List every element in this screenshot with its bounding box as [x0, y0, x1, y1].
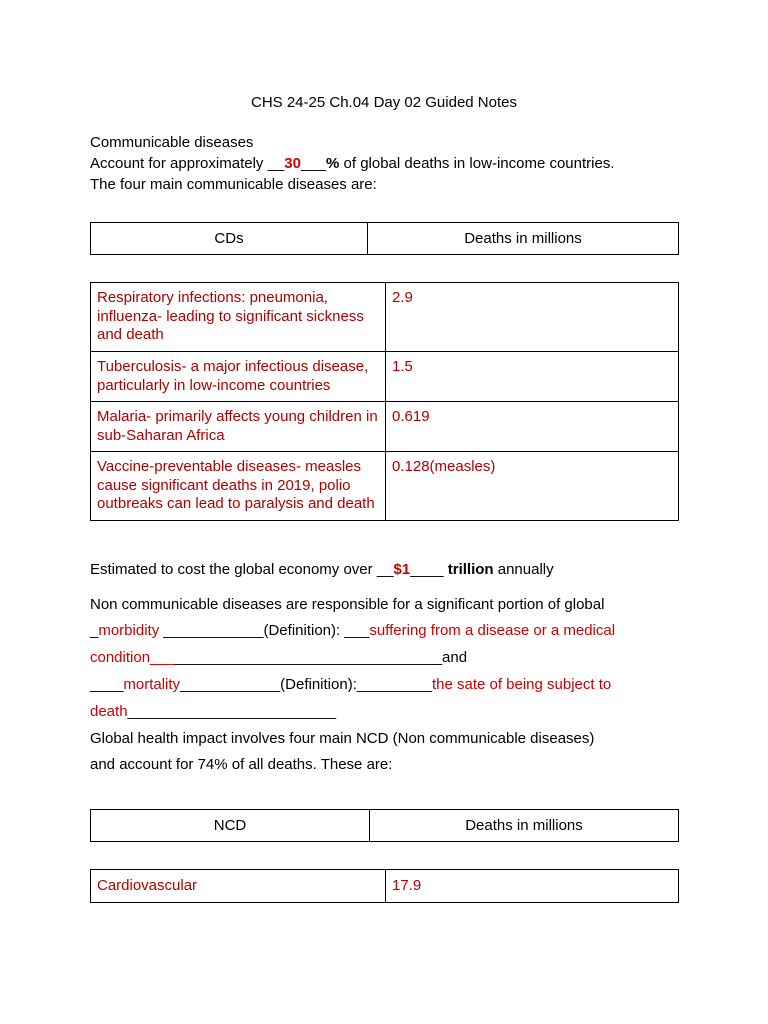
page-title: CHS 24-25 Ch.04 Day 02 Guided Notes	[251, 94, 517, 111]
table-row	[91, 452, 679, 521]
table-row	[91, 402, 679, 452]
ncd-mortality-line	[90, 676, 611, 693]
ncd-morbidity-line	[90, 622, 615, 639]
cd-percent-answer: 30	[284, 155, 301, 172]
ncd-impact-line: Global health impact involves four main NCD (Non communicable diseases)	[90, 730, 595, 747]
mortality-answer: mortality	[123, 676, 181, 693]
cd-deaths-cell: 0.619	[386, 402, 679, 452]
cd-disease-cell: Vaccine-preventable diseases- measles cause significant deaths in 2019, polio outbreaks can lead to paralysis and death	[91, 452, 386, 521]
economy-pre: Estimated to cost the global economy over __	[90, 561, 394, 578]
cd-header-col2: Deaths in millions	[368, 223, 679, 255]
mortality-definition-cont: death	[90, 703, 128, 720]
cd-disease-cell: Respiratory infections: pneumonia, influenza- leading to significant sickness and death	[91, 283, 386, 352]
ncd-share-line: and account for 74% of all deaths. These are:	[90, 756, 393, 773]
cd-deaths-cell: 0.128(measles)	[386, 452, 679, 521]
cd-percent-blank: ___	[300, 155, 326, 172]
ncd-death-line	[90, 703, 336, 720]
ncd-blank: ____________(Definition):_________	[180, 676, 432, 693]
table-row	[91, 352, 679, 402]
cd-disease-cell: Tuberculosis- a major infectious disease, particularly in low-income countries	[91, 352, 386, 402]
cd-deaths-cell: 2.9	[386, 283, 679, 352]
ncd-table-header	[90, 809, 679, 842]
ncd-condition-line	[90, 649, 467, 666]
cd-percent-post: of global deaths in low-income countries.	[339, 155, 615, 172]
ncd-blank: ____________(Definition): ___	[163, 622, 370, 639]
ncd-blank: ________________________________and	[175, 649, 468, 666]
cd-percent-pre: Account for approximately __	[90, 155, 285, 172]
morbidity-answer: morbidity	[98, 622, 164, 639]
ncd-table	[90, 869, 679, 903]
cd-percent-line	[90, 155, 615, 172]
economy-blank: ____	[410, 561, 448, 578]
morbidity-definition-cont: condition___	[90, 649, 176, 666]
economy-post: annually	[493, 561, 554, 578]
ncd-disease-cell: Cardiovascular	[91, 870, 386, 903]
morbidity-definition: suffering from a disease or a medical	[369, 622, 616, 639]
economy-line	[90, 561, 554, 578]
ncd-blank: _	[90, 622, 99, 639]
cd-header-col1: CDs	[91, 223, 368, 255]
ncd-blank: _________________________	[127, 703, 337, 720]
cd-percent-sign: %	[326, 155, 340, 172]
mortality-definition: the sate of being subject to	[431, 676, 612, 693]
cd-heading: Communicable diseases	[90, 134, 254, 151]
cd-table	[90, 282, 679, 521]
table-row	[91, 283, 679, 352]
economy-bold: trillion	[447, 561, 494, 578]
cd-deaths-cell: 1.5	[386, 352, 679, 402]
cd-table-header	[90, 222, 679, 255]
cd-intro-line: The four main communicable diseases are:	[90, 176, 377, 193]
ncd-line1: Non communicable diseases are responsible for a significant portion of global	[90, 596, 605, 613]
ncd-header-col1: NCD	[91, 810, 370, 842]
ncd-deaths-cell: 17.9	[386, 870, 679, 903]
table-row	[91, 870, 679, 903]
ncd-header-col2: Deaths in millions	[370, 810, 679, 842]
economy-answer: $1	[393, 561, 411, 578]
cd-disease-cell: Malaria- primarily affects young children in sub-Saharan Africa	[91, 402, 386, 452]
ncd-blank: ____	[90, 676, 124, 693]
